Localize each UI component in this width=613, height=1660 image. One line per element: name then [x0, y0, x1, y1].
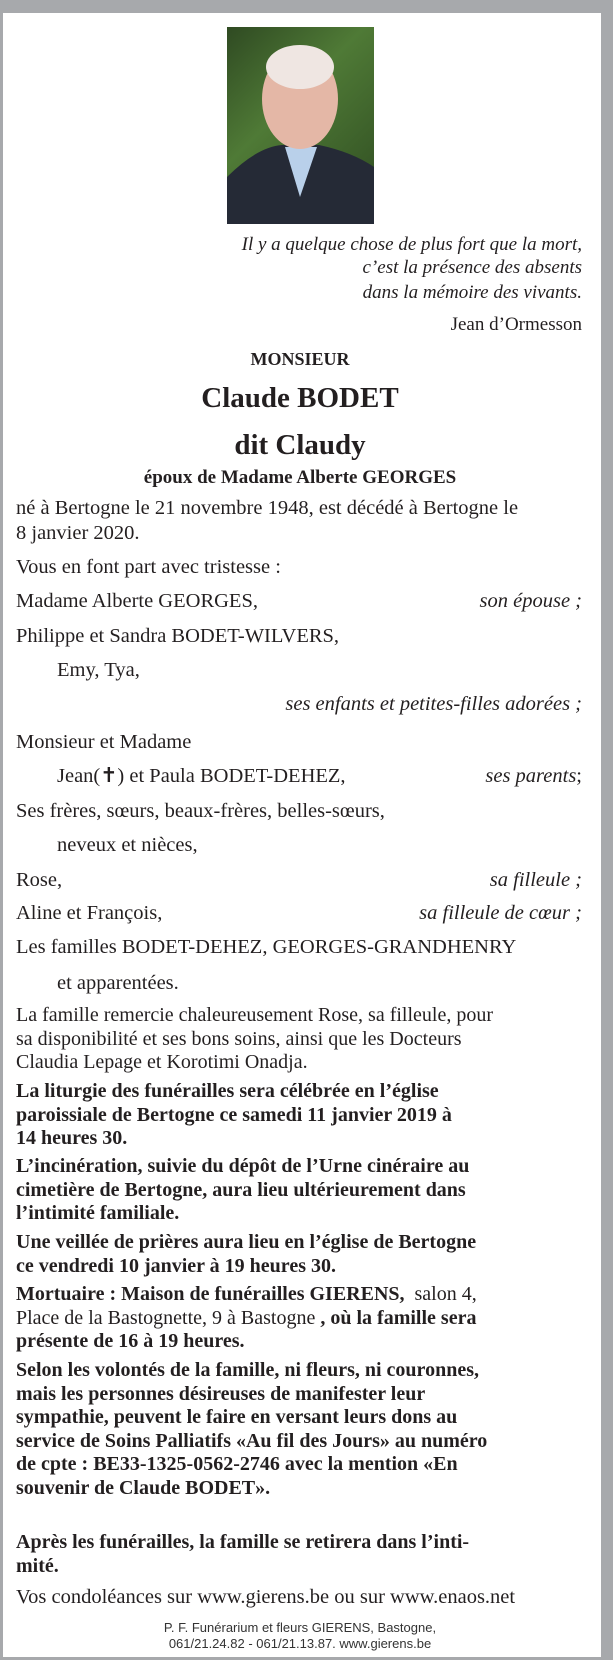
- intro-line: Vous en font part avec tristesse :: [16, 556, 281, 578]
- wishes-paragraph: Selon les volontés de la famille, ni fleurs, ni couronnes, mais les personnes désireuses de manifester leur sympathie, peuvent le faire en versant leurs dons au service de Soins Palliatifs «Au fil des Jours» au numéro de cpte : BE33-1325-0562-2746 avec la mention «En souvenir de Claude BODET».: [16, 1359, 488, 1499]
- family-row: Ses frères, sœurs, beaux-frères, belles-sœurs,: [16, 800, 385, 822]
- thanks-paragraph: La famille remercie chaleureusement Rose, sa filleule, pour sa disponibilité et ses bons soins, ainsi que les Docteurs Claudia Lepage et Korotimi Onadja.: [16, 1004, 494, 1073]
- portrait-photo: [227, 27, 374, 224]
- family-row: neveux et nièces,: [57, 834, 198, 856]
- family-row: Philippe et Sandra BODET-WILVERS,: [16, 625, 340, 647]
- birth-line: 8 janvier 2020.: [16, 522, 140, 544]
- family-row: Rose, sa filleule ;: [16, 869, 582, 891]
- family-row: Emy, Tya,: [57, 659, 140, 681]
- quote-author: Jean d’Ormesson: [450, 314, 582, 335]
- spouse-line: époux de Madame Alberte GEORGES: [143, 467, 457, 488]
- quote-line: c’est la présence des absents: [362, 257, 582, 278]
- condolences-line: Vos condoléances sur www.gierens.be ou sur www.enaos.net: [16, 1586, 516, 1608]
- nickname: dit Claudy: [234, 429, 366, 461]
- family-row: Les familles BODET-DEHEZ, GEORGES-GRANDHENRY: [16, 936, 517, 958]
- footer-line: 061/21.24.82 - 061/21.13.87. www.gierens.be: [168, 1636, 432, 1651]
- family-row: ses enfants et petites-filles adorées ;: [285, 693, 582, 715]
- deceased-name: Claude BODET: [201, 382, 399, 414]
- family-row: et apparentées.: [57, 972, 179, 994]
- family-row: Madame Alberte GEORGES, son épouse ;: [16, 590, 582, 612]
- birth-line: né à Bertogne le 21 novembre 1948, est décédé à Bertogne le: [16, 497, 519, 519]
- mortuary-paragraph: Mortuaire : Maison de funérailles GIERENS, salon 4, Place de la Bastognette, 9 à Bastogne , où la famille sera présente de 16 à 19 heures.: [16, 1283, 477, 1352]
- quote-line: Il y a quelque chose de plus fort que la mort,: [241, 234, 582, 255]
- quote-line: dans la mémoire des vivants.: [362, 282, 582, 303]
- liturgy-paragraph: La liturgie des funérailles sera célébrée en l’église paroissiale de Bertogne ce samedi 11 janvier 2019 à 14 heures 30.: [16, 1080, 452, 1149]
- footer-line: P. F. Funérarium et fleurs GIERENS, Bastogne,: [163, 1620, 437, 1635]
- vigil-paragraph: Une veillée de prières aura lieu en l’église de Bertogne ce vendredi 10 janvier à 19 heures 30.: [16, 1231, 477, 1277]
- family-row: Monsieur et Madame: [16, 731, 192, 753]
- cremation-paragraph: L’incinération, suivie du dépôt de l’Urne cinéraire au cimetière de Bertogne, aura lieu ultérieurement dans l’intimité familiale.: [16, 1155, 470, 1224]
- family-row: Jean(✝) et Paula BODET-DEHEZ, ses parents;: [57, 765, 582, 787]
- title-monsieur: MONSIEUR: [250, 349, 350, 369]
- family-row: Aline et François, sa filleule de cœur ;: [16, 902, 582, 924]
- after-paragraph: Après les funérailles, la famille se retirera dans l’inti- mité.: [16, 1531, 470, 1577]
